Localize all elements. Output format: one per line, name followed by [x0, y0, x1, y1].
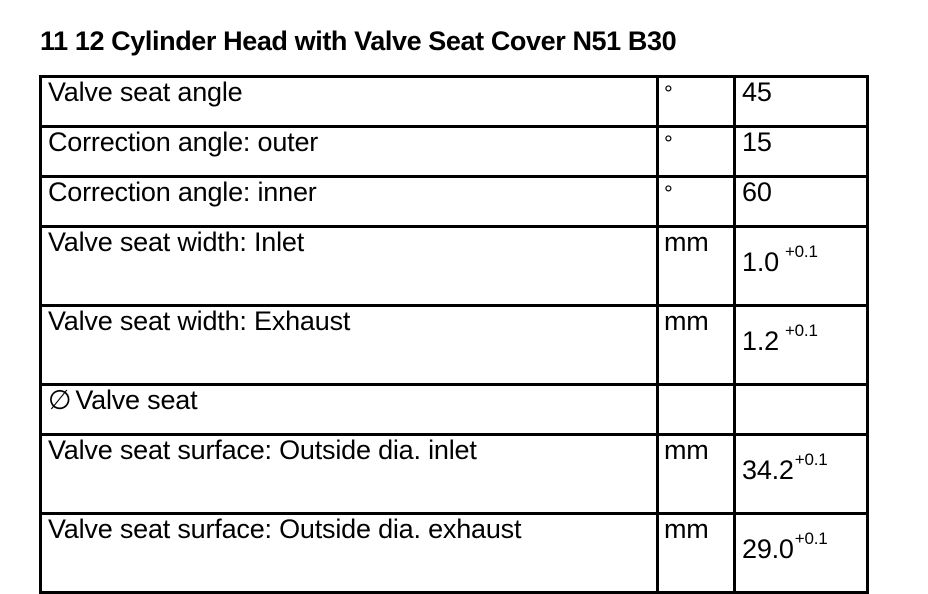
- value-number: 29.0: [742, 534, 794, 564]
- row-unit: [658, 77, 735, 127]
- row-value: [735, 127, 868, 177]
- row-unit: mm: [658, 435, 735, 514]
- diameter-symbol-icon: ∅: [48, 385, 72, 415]
- tolerance-superscript: +0.1: [794, 529, 828, 548]
- row-value: [735, 177, 868, 227]
- row-unit: mm: [658, 514, 735, 593]
- tolerance-superscript: +0.1: [794, 450, 828, 469]
- row-value: [735, 77, 868, 127]
- row-label: Correction angle: outer: [41, 127, 658, 177]
- value-number: 1.0: [742, 247, 779, 277]
- table-row: [41, 127, 868, 177]
- table-row: [41, 435, 868, 514]
- table-row: [41, 77, 868, 127]
- table-row: [41, 177, 868, 227]
- degree-unit: °: [664, 81, 673, 106]
- value-number: 34.2: [742, 455, 794, 485]
- row-label: [41, 385, 658, 435]
- row-value: [735, 435, 868, 514]
- row-unit: [658, 177, 735, 227]
- table-row: [41, 514, 868, 593]
- table-row: [41, 385, 868, 435]
- specification-table: [39, 75, 869, 594]
- row-unit: [658, 127, 735, 177]
- row-label: Correction angle: inner: [41, 177, 658, 227]
- row-label: Valve seat width: Exhaust: [41, 306, 658, 385]
- tolerance-superscript: +0.1: [784, 321, 818, 340]
- value-number: 15: [742, 127, 772, 157]
- degree-unit: °: [664, 181, 673, 206]
- row-value: [735, 385, 868, 435]
- document-title: 11 12 Cylinder Head with Valve Seat Cover N51 B30: [40, 26, 677, 56]
- tolerance-superscript: +0.1: [784, 242, 818, 261]
- row-unit: [658, 385, 735, 435]
- row-unit: mm: [658, 306, 735, 385]
- row-label-text: Valve seat: [75, 385, 198, 415]
- value-number: 1.2: [742, 326, 779, 356]
- row-label: Valve seat surface: Outside dia. exhaust: [41, 514, 658, 593]
- value-number: 60: [742, 177, 772, 207]
- table-row: [41, 306, 868, 385]
- row-label: Valve seat width: Inlet: [41, 227, 658, 306]
- table-row: [41, 227, 868, 306]
- row-unit: mm: [658, 227, 735, 306]
- row-value: [735, 306, 868, 385]
- value-number: 45: [742, 77, 772, 107]
- row-value: [735, 514, 868, 593]
- row-label: Valve seat surface: Outside dia. inlet: [41, 435, 658, 514]
- row-label: Valve seat angle: [41, 77, 658, 127]
- row-value: [735, 227, 868, 306]
- degree-unit: °: [664, 131, 673, 156]
